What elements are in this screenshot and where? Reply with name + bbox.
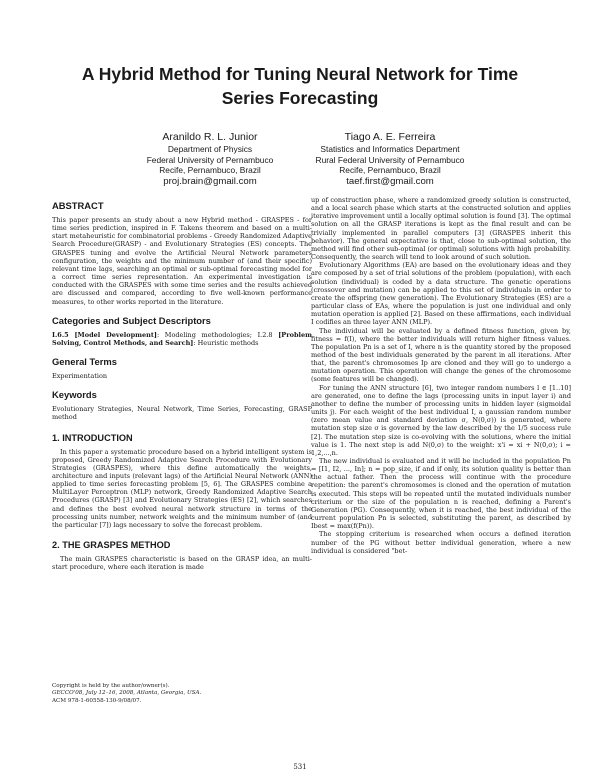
- paragraph: The stopping criterium is researched when occurs a defined iteration number of the PG without better individual generation, where a new individual is considered "bet-: [311, 530, 571, 555]
- categories-text: [52, 331, 312, 347]
- author-dept: Department of Physics: [167, 144, 253, 154]
- author-city: Recife, Pernambuco, Brazil: [339, 165, 441, 176]
- paragraph: Evolutionary Algorithms (EA) are based on the evolutionary ideas and they are composed by a set of trial solutions of the problem (population), with each solution (individual) is coded by a data structure. The genetic operations (crossover and mutation) can be applied to this set of individuals in order to create the offspring (new generation). The Evolutionary Strategies (ES) are a particular class of EAs, where the population is just one individual and only mutation operation is applied [2]. Based on these affirmations, each individual I codifies an three layer ANN (MLP).: [311, 261, 571, 327]
- author-city: Recife, Pernambuco, Brazil: [159, 165, 261, 176]
- copyright-notice: [52, 683, 312, 705]
- author-dept: Statistics and Informatics Department: [320, 144, 460, 154]
- categories-heading: Categories and Subject Descriptors: [52, 314, 211, 326]
- title-line-2: Series Forecasting: [221, 88, 379, 108]
- author-email: proj.brain@gmail.com: [163, 175, 257, 187]
- categories-text-2: : Heuristic methods: [193, 338, 259, 347]
- paragraph: up of construction phase, where a randomized greedy solution is constructed, and a local search phase which starts at the constructed solution and applies iterative improvement until a locally optimal solution is found [3]. The optimal solution on all the GRASP iterations is kept as the final result and can be trivially implemented in parallel computers [3] (GRASPES inherit this behavior). The general expectative is that, close to sub-optimal solution, the method will find other sub-optimal (or optimal) solutions with high probability. Consequently, the search will tend to look around of such solution.: [311, 196, 571, 262]
- title-line-1: A Hybrid Method for Tuning Neural Network for Time: [81, 64, 519, 84]
- categories-bold-2: [Problem Solving, Control Methods, and Search]: [52, 330, 312, 347]
- paragraph: The new individual is evaluated and it will be included in the population Pn = [I1, I2, ..., In]; n = pop_size, if and if only, its solution quality is better than the actual father. Then the process will continue with the procedure repetition: the parent's chromosomes is cloned and the operation of mutation is executed. This steps will be repeated until the mutated individuals number criterium or the size of the population n is reached, defining a Parent's Generation (PG). Consequently, when it is reached, the best individual of the current population Pn is selected, substituting the parent, as described by Ibest = max(f(Pn)).: [311, 457, 571, 531]
- keywords-text: Evolutionary Strategies, Neural Network, Time Series, Forecasting, GRASP method: [52, 405, 312, 422]
- copyright-line: Copyright is held by the author/owner(s).: [52, 683, 170, 689]
- keywords-heading: Keywords: [52, 389, 97, 401]
- section-1-text: In this paper a systematic procedure based on a hybrid intelligent system is proposed, Greedy Randomized Adaptive Search Procedure with Evolutionary Strategies (GRASPES), where this define automatically the weights, architecture and inputs (relevant lags) of the Artificial Neural Network (ANN) applied to time series forecasting problem [5, 6]. The GRASPES combine a MultiLayer Perceptron (MLP) network, Greedy Randomized Adaptive Search Procedures (GRASP) [3] and Evolutionary Strategies (ES) [2], which searches and defines the best evolved neural network structure in terms of the processing units number, network weights and the minimum number of (and the particular [7]) lags necessary to solve the forecast problem.: [52, 447, 312, 529]
- categories-text-1: : Modeling methodologies; I.2.8: [156, 330, 273, 339]
- general-terms-text: Experimentation: [52, 372, 108, 381]
- right-column: [311, 196, 571, 555]
- author-univ: Rural Federal University of Pernambuco: [315, 154, 465, 165]
- paragraph: The individual will be evaluated by a defined fitness function, given by, fitness = f(I), where the better individuals will return higher fitness values. The population Pn is a set of I, where n is the quantity stored by the proposed method of the best individuals generated by the parent in all iterations. After that, the parent's chromosomes Ip are cloned and they will go to undergo a mutation operation. This operation will change the genes of the chromosome (some features will be changed).: [311, 326, 571, 384]
- general-terms-heading: General Terms: [52, 356, 117, 368]
- author-name: Tiago A. E. Ferreira: [344, 131, 436, 143]
- author-name: Aranildo R. L. Junior: [162, 131, 258, 143]
- copyright-line: ACM 978-1-60558-130-9/08/07.: [52, 697, 142, 704]
- author-block-2: [280, 131, 500, 188]
- author-email: taef.first@gmail.com: [346, 175, 434, 187]
- copyright-line: GECCO'08, July 12–16, 2008, Atlanta, Georgia, USA.: [52, 690, 202, 697]
- author-univ: Federal University of Pernambuco: [146, 154, 274, 165]
- paragraph: For tuning the ANN structure [6], two integer random numbers l ∈ [1..10] are generated, one to define the lags (processing units in input layer i) and another to define the number of processing units in hidden layer (sigmoidal units j). For each weight of the best individual I, a gaussian random number (zero mean value and standard deviation σ, N(0,σ)) is generated, where mutation step size σ is governed by the law described by the 1/5 success rule [2]. The mutation step size is co-evolving with the solutions, where the initial value is 1. The next step is add N(0,σ) to the weight: x'i = xi + N(0,σ); i = 1,2,...,n.: [311, 383, 571, 457]
- section-2-text: The main GRASPES characteristic is based on the GRASP idea, an multi-start procedure, where each iteration is made: [52, 555, 312, 572]
- section-2-heading: 2. THE GRASPES METHOD: [52, 540, 171, 551]
- page-number: 531: [293, 763, 307, 771]
- abstract-text: This paper presents an study about a new Hybrid method - GRASPES - for time series prediction, inspired in F. Takens theorem and based on a multi-start metaheuristic for combinatorial problems - Greedy Randomized Adaptive Search Procedure(GRASP) - and Evolutionary Strategies (ES) concepts. The GRASPES tuning and evolve the Artificial Neural Network parameters configuration, the weights and the minimum number of (and their specific) relevant time lags, searching an optimal or sub-optimal forecasting model for a correct time series representation. An experimental investigation is conducted with the GRASPES with some time series and the results achieved are discussed and compared, according to five well-known performance measures, to other works reported in the literature.: [52, 216, 312, 306]
- left-column: [52, 200, 312, 571]
- section-1-heading: 1. INTRODUCTION: [52, 432, 133, 443]
- paper-title: [40, 62, 560, 110]
- categories-bold-1: I.6.5 [Model Development]: [52, 330, 157, 339]
- abstract-heading: ABSTRACT: [52, 200, 104, 211]
